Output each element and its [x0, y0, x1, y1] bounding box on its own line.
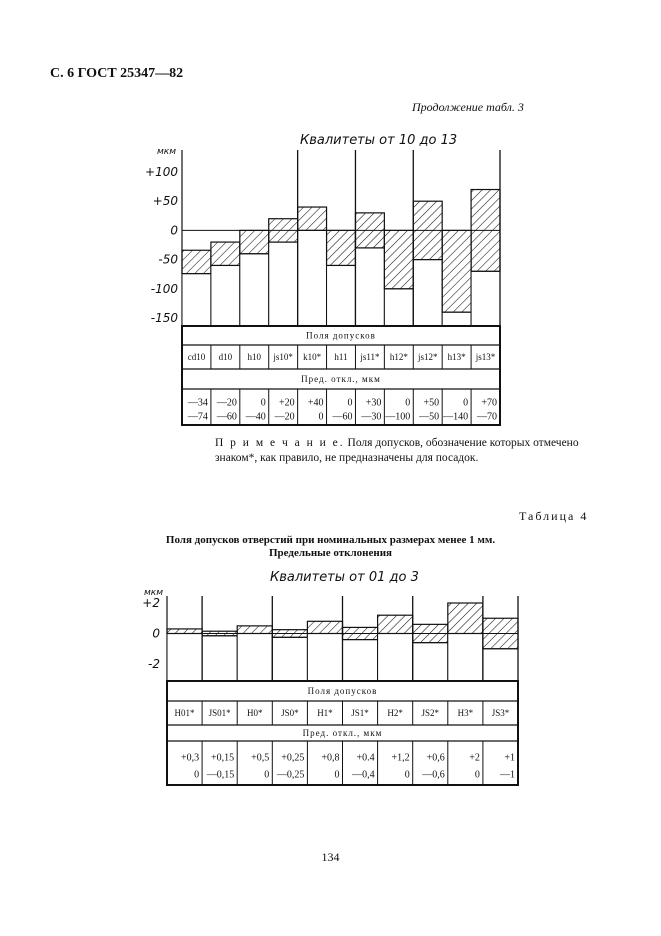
lower-deviation-label: 0	[264, 769, 270, 781]
lower-deviation-label: —20	[274, 411, 295, 423]
lower-deviation-label: 0	[334, 769, 340, 781]
tolerance-field-bar	[269, 219, 298, 242]
bar-column	[240, 254, 269, 326]
tolerance-field-bar	[442, 230, 471, 312]
tolerance-field-bar	[211, 242, 240, 265]
y-tick-label: 0	[152, 626, 160, 641]
y-axis-unit: мкм	[157, 147, 177, 157]
tolerance-field-bar	[240, 230, 269, 253]
chart-grades-10-13	[0, 120, 661, 430]
tolerance-field-code: H3*	[457, 708, 474, 718]
note-lead: П р и м е ч а н и е.	[215, 437, 345, 449]
table-number: Таблица 4	[519, 509, 589, 523]
upper-deviation-label: 0	[260, 397, 266, 409]
upper-deviation-label: +0,3	[180, 752, 200, 764]
lower-deviation-label: —60	[332, 411, 353, 423]
lower-deviation-label: 0	[318, 411, 324, 423]
y-tick-label: +100	[145, 165, 178, 179]
upper-deviation-label: 0	[463, 397, 469, 409]
tolerance-field-code: JS3*	[491, 708, 510, 718]
tolerance-field-code: H1*	[317, 708, 333, 718]
tolerance-field-bar	[298, 207, 327, 230]
tolerance-field-code: JS2*	[421, 708, 440, 718]
tolerance-field-bar	[483, 618, 518, 649]
bar-column	[307, 634, 342, 682]
upper-deviation-label: —20	[216, 397, 237, 409]
lower-deviation-label: —100	[385, 411, 411, 423]
tolerance-field-bar	[343, 627, 378, 639]
tolerance-field-code: H2*	[387, 708, 403, 718]
upper-deviation-label: +0,6	[426, 752, 445, 764]
lower-deviation-label: 0	[194, 769, 200, 781]
upper-deviation-label: +0,25	[281, 752, 305, 764]
bar-column	[211, 265, 240, 326]
upper-deviation-label: +0,15	[211, 752, 235, 764]
tolerance-field-bar	[167, 629, 202, 634]
tolerance-field-code: cd10	[187, 352, 206, 362]
table-title: Поля допусков отверстий при номинальных размерах менее 1 мм.	[165, 534, 496, 546]
tolerance-field-bar	[307, 621, 342, 633]
tolerance-field-bar	[327, 230, 356, 265]
bar-column	[272, 637, 307, 681]
upper-deviation-label: +1	[504, 752, 515, 764]
tolerance-field-code: JS1*	[351, 708, 369, 718]
y-tick-label: 0	[170, 223, 178, 238]
lower-deviation-label: —40	[245, 411, 266, 423]
table-note	[215, 436, 595, 466]
bar-column	[343, 640, 378, 681]
lower-deviation-label: —0,6	[422, 769, 445, 781]
upper-deviation-label: +50	[423, 397, 440, 409]
chart-title: Квалитеты от 01 до 3	[270, 570, 419, 585]
table-subtitle: Предельные отклонения	[268, 547, 393, 559]
bar-column	[237, 634, 272, 682]
page-header: С. 6 ГОСТ 25347—82	[50, 66, 184, 81]
deviations-caption: Пред. откл., мкм	[302, 728, 383, 738]
y-axis-unit: мкм	[144, 588, 164, 598]
page-number: 134	[321, 850, 340, 864]
bar-column	[384, 289, 413, 326]
fields-caption: Поля допусков	[306, 330, 376, 341]
lower-deviation-label: —0,4	[352, 769, 375, 781]
bar-column	[167, 634, 202, 682]
y-tick-label: +2	[142, 596, 160, 610]
tolerance-field-bar	[413, 624, 448, 642]
bar-column	[413, 260, 442, 326]
bar-column	[378, 634, 413, 682]
lower-deviation-label: 0	[474, 769, 480, 781]
bar-column	[442, 312, 471, 326]
lower-deviation-label: 0	[404, 769, 410, 781]
y-tick-label: -2	[148, 657, 160, 671]
upper-deviation-label: —34	[187, 397, 208, 409]
upper-deviation-label: +0,5	[251, 752, 270, 764]
tolerance-field-bar	[355, 213, 384, 248]
y-tick-label: +50	[152, 194, 178, 209]
upper-deviation-label: +2	[469, 752, 480, 764]
lower-deviation-label: —140	[443, 411, 469, 423]
lower-deviation-label: —30	[361, 411, 382, 423]
tolerance-field-code: js12*	[417, 352, 438, 362]
y-tick-label: -100	[150, 281, 178, 296]
upper-deviation-label: +0,8	[321, 752, 340, 764]
chart-grades-01-3	[0, 562, 661, 792]
lower-deviation-label: —0,25	[276, 769, 305, 781]
tolerance-field-code: H0*	[247, 708, 263, 718]
bar-column	[483, 649, 518, 681]
tolerance-field-code: H01*	[174, 708, 195, 718]
upper-deviation-label: +1,2	[391, 752, 410, 764]
bar-column	[471, 271, 500, 326]
tolerance-field-code: h12*	[389, 352, 408, 362]
y-tick-label: -150	[150, 311, 178, 325]
chart-title: Квалитеты от 10 до 13	[300, 133, 458, 148]
tolerance-field-bar	[448, 603, 483, 634]
upper-deviation-label: +20	[278, 397, 295, 409]
tolerance-field-code: d10	[218, 352, 233, 362]
bar-column	[269, 242, 298, 326]
tolerance-field-bar	[471, 190, 500, 272]
y-tick-label: -50	[158, 252, 178, 267]
upper-deviation-label: +0.4	[356, 752, 375, 764]
upper-deviation-label: 0	[347, 397, 353, 409]
tolerance-field-code: js13*	[475, 352, 496, 362]
bar-column	[413, 643, 448, 681]
upper-deviation-label: +70	[481, 397, 497, 409]
deviations-caption: Пред. откл., мкм	[301, 374, 381, 384]
bar-column	[182, 274, 211, 326]
lower-deviation-label: —70	[477, 411, 497, 423]
tolerance-field-bar	[237, 626, 272, 634]
tolerance-field-bar	[202, 631, 237, 636]
upper-deviation-label: +40	[307, 397, 324, 409]
tolerance-field-code: JS0*	[281, 708, 299, 718]
bar-column	[355, 248, 384, 326]
bar-column	[202, 636, 237, 681]
lower-deviation-label: —1	[500, 769, 515, 781]
tolerance-field-bar	[272, 630, 307, 638]
upper-deviation-label: +30	[365, 397, 382, 409]
tolerance-field-code: h13*	[447, 352, 466, 362]
tolerance-field-bar	[384, 230, 413, 288]
lower-deviation-label: —74	[187, 411, 208, 423]
bar-column	[327, 265, 356, 326]
lower-deviation-label: —0,15	[206, 769, 235, 781]
tolerance-field-bar	[182, 250, 211, 273]
lower-deviation-label: —60	[216, 411, 237, 423]
bar-column	[448, 634, 483, 682]
tolerance-field-code: js10*	[273, 352, 293, 362]
upper-deviation-label: 0	[405, 397, 411, 409]
table-continuation: Продолжение табл. 3	[412, 100, 524, 114]
tolerance-field-code: JS01*	[208, 708, 231, 718]
tolerance-field-bar	[378, 615, 413, 633]
tolerance-field-code: h11	[334, 352, 348, 362]
tolerance-field-code: h10	[247, 352, 262, 362]
tolerance-field-code: k10*	[303, 352, 322, 362]
tolerance-field-code: js11*	[360, 352, 380, 362]
tolerance-field-bar	[413, 201, 442, 259]
note-text: Поля допусков, обозначение которых отмечено знаком*, как правило, не предназначены для посадок.	[215, 437, 579, 464]
lower-deviation-label: —50	[419, 411, 440, 423]
bar-column	[298, 230, 327, 326]
fields-caption: Поля допусков	[307, 686, 378, 696]
